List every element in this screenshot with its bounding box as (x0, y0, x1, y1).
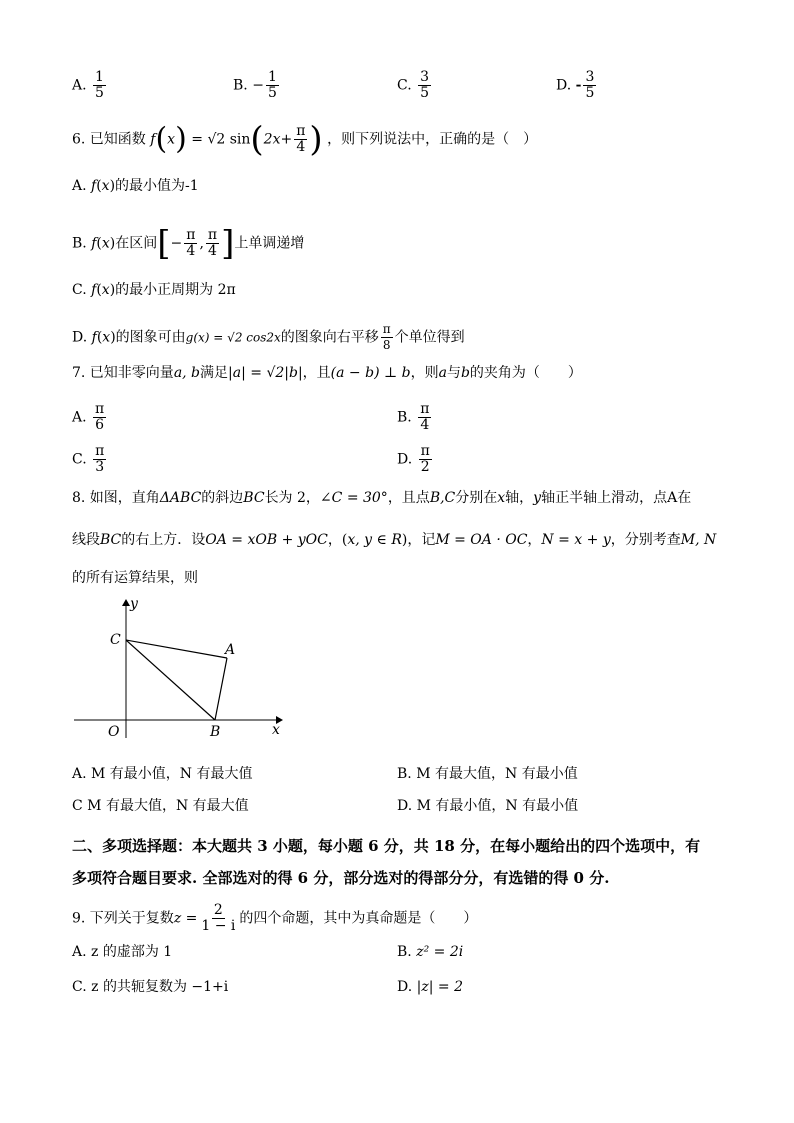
q8-option-c: C M 有最大值，N 有最大值 (72, 798, 249, 814)
fraction: $\frac{2}{1 - i}$ (201, 902, 236, 934)
q5-option-a: A. $\frac{1}{5}$ (72, 69, 104, 101)
fraction: $\frac{3}{5}$ (585, 69, 595, 101)
q9-option-c: C. z 的共轭复数为 −1+i (72, 979, 229, 995)
fraction: $\frac{\pi}{4}$ (186, 227, 196, 259)
section2-heading-line1: 二、多项选择题：本大题共 3 小题，每小题 6 分，共 18 分，在每小题给出的四个选项中，有 (72, 837, 701, 855)
fraction: $\frac{1}{5}$ (267, 69, 277, 101)
q6-option-b: B. f(x)在区间[− $\frac{\pi}{4}$ , $\frac{\pi}{4}$ ]上单调递增 (72, 223, 305, 264)
q7-option-c: C. $\frac{\pi}{3}$ (72, 443, 105, 475)
fraction: $\frac{3}{5}$ (420, 69, 430, 101)
q6-option-d: D. f(x)的图象可由g(x) = √2 cos2x的图象向右平移 $\frac{\pi}{8}$ 个单位得到 (72, 322, 465, 352)
q6-option-c: C. f(x)的最小正周期为 2π (72, 282, 236, 298)
q7-option-a: A. $\frac{\pi}{6}$ (72, 401, 105, 433)
fraction: $\frac{\pi}{8}$ (382, 322, 391, 352)
q9-option-b: B. z² = 2i (397, 944, 464, 960)
label-o: O (108, 724, 120, 740)
segment-ca (126, 640, 227, 658)
fraction: $\frac{\pi}{6}$ (95, 401, 105, 433)
q7-stem: 7. 已知非零向量a, b满足|a| = √2|b|，且(a − b) ⊥ b，则a与b的夹角为（ ） (72, 365, 582, 381)
section2-heading-line2: 多项符合题目要求. 全部选对的得 6 分，部分选对的得部分分，有选错的得 0 分. (72, 869, 610, 887)
fraction: $\frac{\pi}{4}$ (296, 123, 306, 155)
fraction: $\frac{\pi}{3}$ (95, 443, 105, 475)
fraction: $\frac{\pi}{4}$ (207, 227, 218, 259)
label-y: y (130, 596, 138, 612)
label-x: x (272, 722, 280, 738)
q8-stem-line3: 的所有运算结果，则 (72, 570, 198, 586)
q8-stem-line1: 8. 如图，直角ΔABC的斜边BC长为 2，∠C = 30°，且点B,C分别在x轴，y轴正半轴上滑动，点A在 (72, 490, 692, 506)
label-b: B (210, 724, 221, 740)
segment-ab (215, 658, 227, 720)
q8-option-d: D. M 有最小值，N 有最小值 (397, 798, 579, 814)
q8-figure (68, 596, 290, 744)
q7-option-b: B. $\frac{\pi}{4}$ (397, 401, 430, 433)
q5-option-d: D. - $\frac{3}{5}$ (556, 69, 595, 101)
q9-option-a: A. z 的虚部为 1 (72, 944, 173, 960)
q8-option-b: B. M 有最大值，N 有最小值 (397, 766, 578, 782)
q6-stem: 6. 已知函数 f(x) = √2 sin(2x+ $\frac{\pi}{4}$ ) ，则下列说法中，正确的是（ ） (72, 119, 538, 160)
label-c: C (110, 632, 121, 648)
segment-cb (126, 640, 215, 720)
q8-stem-line2: 线段BC的右上方．设OA = xOB + yOC，(x, y ∈ R)，记M = OA · OC，N = x + y，分别考查M, N (72, 532, 717, 548)
fraction: $\frac{\pi}{4}$ (420, 401, 430, 433)
fraction: $\frac{\pi}{2}$ (420, 443, 430, 475)
q9-stem: 9. 下列关于复数z = $\frac{2}{1 - i}$ 的四个命题，其中为真命题是（ ） (72, 902, 478, 934)
q8-option-a: A. M 有最小值，N 有最大值 (72, 766, 253, 782)
q5-option-c: C. $\frac{3}{5}$ (397, 69, 430, 101)
q9-option-d: D. |z| = 2 (397, 979, 463, 995)
q6-option-a: A. f(x)的最小值为-1 (72, 178, 199, 194)
q5-option-b: B. − $\frac{1}{5}$ (233, 69, 277, 101)
q7-option-d: D. $\frac{\pi}{2}$ (397, 443, 430, 475)
label-a: A (225, 642, 236, 658)
fraction: $\frac{1}{5}$ (95, 69, 104, 101)
